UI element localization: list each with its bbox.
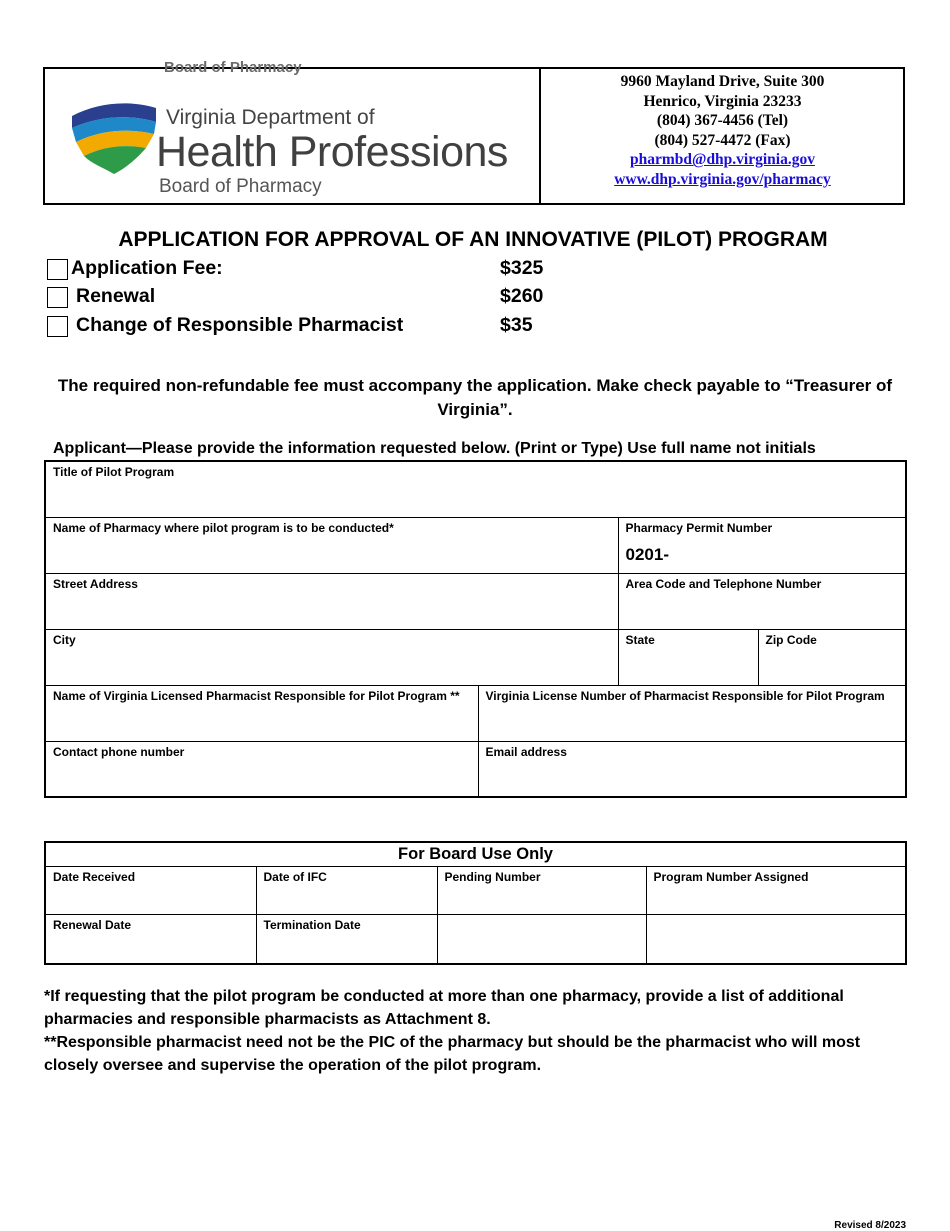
field-label: Pending Number bbox=[444, 869, 541, 884]
state-field[interactable] bbox=[618, 629, 758, 685]
field-label: Contact phone number bbox=[53, 744, 185, 759]
field-label: Date Received bbox=[53, 869, 136, 884]
board-use-table bbox=[44, 841, 907, 965]
board-use-title: For Board Use Only bbox=[45, 842, 906, 866]
fee-label: Application Fee: bbox=[71, 257, 223, 279]
permit-number-value: 0201- bbox=[625, 544, 669, 564]
field-label: Street Address bbox=[53, 576, 138, 591]
field-label: Email address bbox=[485, 744, 567, 759]
applicant-heading: Applicant—Please provide the information requested below. (Print or Type) Use full name not initials bbox=[53, 440, 816, 457]
contact-block bbox=[541, 68, 904, 208]
city-field[interactable] bbox=[45, 629, 618, 685]
fee-notice: The required non-refundable fee must accompany the application. Make check payable to “Treasurer of Virginia”. bbox=[57, 376, 893, 419]
logo-main-text: Health Professions bbox=[156, 128, 508, 176]
page-title: APPLICATION FOR APPROVAL OF AN INNOVATIVE (PILOT) PROGRAM bbox=[118, 228, 828, 251]
field-label: Name of Pharmacy where pilot program is to be conducted* bbox=[53, 520, 394, 535]
field-label: Renewal Date bbox=[53, 917, 132, 932]
field-label: Name of Virginia Licensed Pharmacist Responsible for Pilot Program ** bbox=[53, 688, 460, 703]
address-line2: Henrico, Virginia 23233 bbox=[643, 92, 802, 110]
footnote-one: *If requesting that the pilot program be conducted at more than one pharmacy, provide a list of additional pharmacies and responsible pharmacists as Attachment 8. bbox=[44, 988, 844, 1028]
website-link[interactable]: www.dhp.virginia.gov/pharmacy bbox=[614, 170, 831, 188]
field-label: Title of Pilot Program bbox=[53, 465, 175, 479]
program-number-field[interactable] bbox=[646, 866, 906, 914]
logo-department-text: Virginia Department of bbox=[166, 106, 375, 129]
dhp-shield-icon bbox=[70, 102, 158, 176]
email-field[interactable] bbox=[478, 741, 906, 797]
field-label: Termination Date bbox=[263, 917, 361, 932]
pending-number-field[interactable] bbox=[437, 866, 646, 914]
renewal-checkbox[interactable] bbox=[47, 287, 68, 308]
telephone: (804) 367-4456 (Tel) bbox=[656, 112, 789, 130]
fee-label: Change of Responsible Pharmacist bbox=[76, 314, 404, 336]
fax: (804) 527-4472 (Fax) bbox=[654, 131, 791, 149]
footnote-two: **Responsible pharmacist need not be the PIC of the pharmacy but should be the pharmacist who will most closely oversee and supervise the operation of the pilot program. bbox=[44, 1034, 861, 1074]
agency-logo bbox=[44, 59, 541, 204]
contact-phone-field[interactable] bbox=[45, 741, 478, 797]
date-ifc-field[interactable] bbox=[256, 866, 437, 914]
field-label: State bbox=[625, 632, 655, 647]
date-received-field[interactable] bbox=[45, 866, 256, 914]
renewal-date-field[interactable] bbox=[45, 914, 256, 964]
field-label: Date of IFC bbox=[263, 869, 327, 884]
logo-cut-text: Board of Pharmacy bbox=[164, 59, 302, 76]
footnotes bbox=[44, 985, 914, 1077]
applicant-form bbox=[44, 460, 907, 798]
pharmacist-name-field[interactable] bbox=[45, 685, 478, 741]
blank-field[interactable] bbox=[646, 914, 906, 964]
revision-date: Revised 8/2023 bbox=[834, 1220, 906, 1231]
field-label: City bbox=[53, 632, 76, 647]
logo-board-text: Board of Pharmacy bbox=[159, 176, 322, 197]
change-pharmacist-checkbox[interactable] bbox=[47, 316, 68, 337]
application-fee-checkbox[interactable] bbox=[47, 259, 68, 280]
fee-amount: $325 bbox=[500, 257, 544, 279]
fee-amount: $260 bbox=[500, 285, 544, 307]
field-label: Area Code and Telephone Number bbox=[625, 576, 822, 591]
termination-date-field[interactable] bbox=[256, 914, 437, 964]
pharmacy-name-field[interactable] bbox=[45, 517, 618, 573]
email-link[interactable]: pharmbd@dhp.virginia.gov bbox=[630, 151, 815, 169]
field-label: Pharmacy Permit Number bbox=[625, 520, 773, 535]
street-address-field[interactable] bbox=[45, 573, 618, 629]
field-label: Program Number Assigned bbox=[653, 869, 809, 884]
license-number-field[interactable] bbox=[478, 685, 906, 741]
blank-field[interactable] bbox=[437, 914, 646, 964]
address-line1: 9960 Mayland Drive, Suite 300 bbox=[620, 73, 825, 90]
phone-field[interactable] bbox=[618, 573, 906, 629]
permit-number-field[interactable] bbox=[618, 517, 906, 573]
fee-label: Renewal bbox=[76, 285, 156, 307]
header-box bbox=[43, 59, 905, 205]
zip-field[interactable] bbox=[758, 629, 906, 685]
field-label: Zip Code bbox=[765, 632, 817, 647]
fee-amount: $35 bbox=[500, 314, 533, 336]
title-of-program-field[interactable] bbox=[45, 461, 906, 517]
field-label: Virginia License Number of Pharmacist Responsible for Pilot Program bbox=[485, 688, 885, 703]
